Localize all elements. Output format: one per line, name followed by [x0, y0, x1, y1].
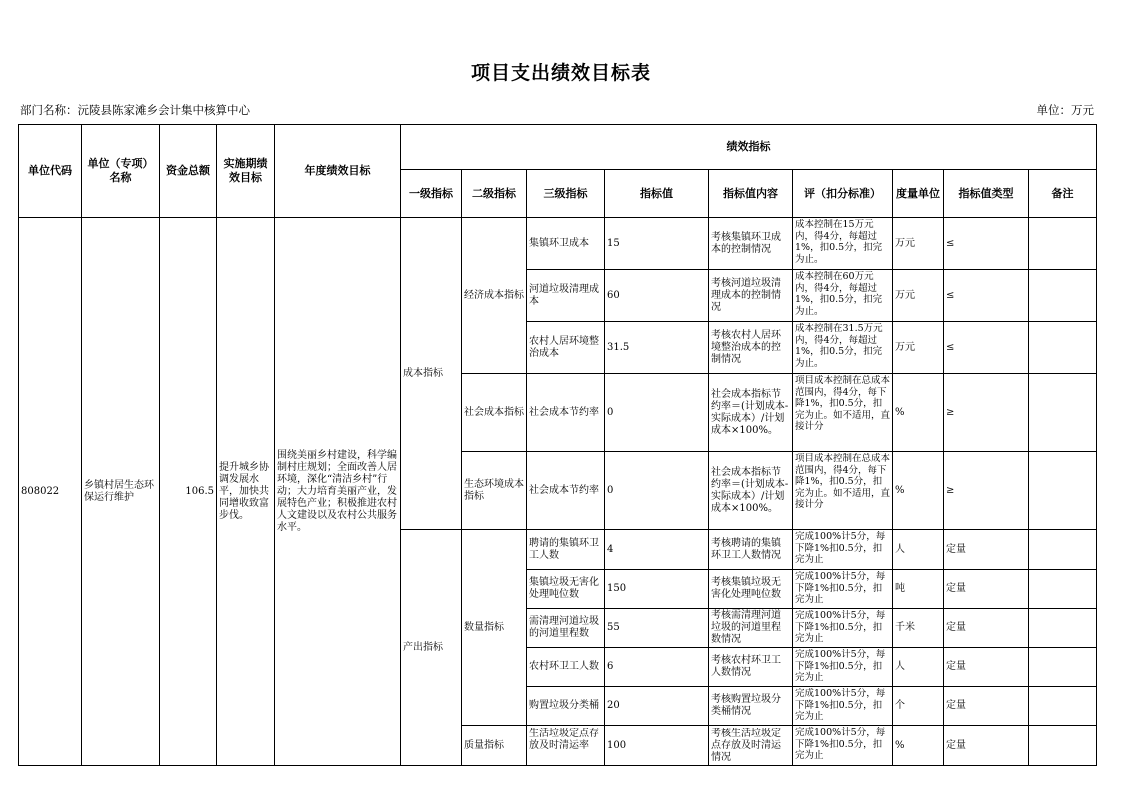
content-cell: 考核购置垃圾分类桶情况 [709, 687, 793, 726]
unit-cell: 千米 [893, 609, 944, 648]
group-eco: 生态环境成本指标 [462, 452, 527, 530]
type-cell: 定量 [944, 530, 1029, 570]
project-annual-goal: 围绕美丽乡村建设，科学编制村庄规划；全面改善人居环境，深化“清洁乡村”行动；大力培育美丽产业，发展特色产业；积极推进农村人文建设以及农村公共服务水平。 [275, 218, 401, 766]
level3-cell: 需清理河道垃圾的河道里程数 [527, 609, 605, 648]
type-cell: ≤ [944, 218, 1029, 270]
value-cell: 100 [605, 726, 709, 766]
content-cell: 考核集镇垃圾无害化处理吨位数 [709, 570, 793, 609]
project-period-goal: 提升城乡协调发展水平，加快共同增收致富步伐。 [217, 218, 275, 766]
group-quantity: 数量指标 [462, 530, 527, 726]
level3-cell: 集镇垃圾无害化处理吨位数 [527, 570, 605, 609]
content-cell: 考核集镇环卫成本的控制情况 [709, 218, 793, 270]
header-total-funds: 资金总额 [160, 125, 217, 218]
standard-cell: 完成100%计5分，每下降1%扣0.5分，扣完为止 [793, 726, 893, 766]
standard-cell: 项目成本控制在总成本范围内，得4分，每下降1%，扣0.5分，扣完为止。如不适用，直接计分 [793, 374, 893, 452]
unit-cell: 人 [893, 648, 944, 687]
remark-cell [1029, 570, 1097, 609]
group-cost: 成本指标 [401, 218, 462, 530]
header-unit-code: 单位代码 [19, 125, 82, 218]
level3-cell: 社会成本节约率 [527, 374, 605, 452]
remark-cell [1029, 530, 1097, 570]
value-cell: 0 [605, 452, 709, 530]
value-cell: 15 [605, 218, 709, 270]
standard-cell: 完成100%计5分，每下降1%扣0.5分，扣完为止 [793, 530, 893, 570]
standard-cell: 成本控制在15万元内，得4分，每超过1%，扣0.5分，扣完为止。 [793, 218, 893, 270]
unit-cell: % [893, 726, 944, 766]
header-remark: 备注 [1029, 170, 1097, 218]
project-total: 106.5 [160, 218, 217, 766]
header-value-type: 指标值类型 [944, 170, 1029, 218]
type-cell: ≤ [944, 322, 1029, 374]
remark-cell [1029, 726, 1097, 766]
level3-cell: 购置垃圾分类桶 [527, 687, 605, 726]
remark-cell [1029, 609, 1097, 648]
standard-cell: 成本控制在60万元内，得4分，每超过1%，扣0.5分，扣完为止。 [793, 270, 893, 322]
value-cell: 4 [605, 530, 709, 570]
standard-cell: 完成100%计5分，每下降1%扣0.5分，扣完为止 [793, 570, 893, 609]
standard-cell: 项目成本控制在总成本范围内，得4分，每下降1%，扣0.5分，扣完为止。如不适用，直接计分 [793, 452, 893, 530]
header-value: 指标值 [605, 170, 709, 218]
unit-cell: % [893, 452, 944, 530]
header-annual-goal: 年度绩效目标 [275, 125, 401, 218]
content-cell: 考核生活垃圾定点存放及时清运情况 [709, 726, 793, 766]
remark-cell [1029, 322, 1097, 374]
value-cell: 55 [605, 609, 709, 648]
remark-cell [1029, 687, 1097, 726]
level3-cell: 聘请的集镇环卫工人数 [527, 530, 605, 570]
type-cell: 定量 [944, 570, 1029, 609]
value-cell: 6 [605, 648, 709, 687]
remark-cell [1029, 648, 1097, 687]
content-cell: 考核农村人居环境整治成本的控制情况 [709, 322, 793, 374]
value-cell: 0 [605, 374, 709, 452]
level3-cell: 生活垃圾定点存放及时清运率 [527, 726, 605, 766]
group-econ: 经济成本指标 [462, 218, 527, 374]
level3-cell: 农村环卫工人数 [527, 648, 605, 687]
level3-cell: 社会成本节约率 [527, 452, 605, 530]
type-cell: ≥ [944, 374, 1029, 452]
level3-cell: 集镇环卫成本 [527, 218, 605, 270]
content-cell: 社会成本指标节约率＝(计划成本-实际成本）/计划成本×100%。 [709, 374, 793, 452]
value-cell: 31.5 [605, 322, 709, 374]
content-cell: 考核需清理河道垃圾的河道里程数情况 [709, 609, 793, 648]
group-quality: 质量指标 [462, 726, 527, 766]
unit-cell: 万元 [893, 270, 944, 322]
unit-cell: 万元 [893, 218, 944, 270]
header-measure-unit: 度量单位 [893, 170, 944, 218]
standard-cell: 完成100%计5分，每下降1%扣0.5分，扣完为止 [793, 687, 893, 726]
department-label: 部门名称：沅陵县陈家滩乡会计集中核算中心 [20, 103, 250, 117]
content-cell: 考核聘请的集镇环卫工人数情况 [709, 530, 793, 570]
level3-cell: 农村人居环境整治成本 [527, 322, 605, 374]
group-output: 产出指标 [401, 530, 462, 766]
type-cell: 定量 [944, 609, 1029, 648]
type-cell: 定量 [944, 687, 1029, 726]
project-code: 808022 [19, 218, 82, 766]
remark-cell [1029, 218, 1097, 270]
type-cell: 定量 [944, 648, 1029, 687]
value-cell: 60 [605, 270, 709, 322]
performance-table [18, 124, 1097, 766]
unit-label: 单位：万元 [1036, 103, 1094, 117]
content-cell: 社会成本指标节约率＝(计划成本-实际成本）/计划成本×100%。 [709, 452, 793, 530]
type-cell: ≥ [944, 452, 1029, 530]
group-social: 社会成本指标 [462, 374, 527, 452]
header-level1: 一级指标 [401, 170, 462, 218]
project-name: 乡镇村居生态环保运行维护 [82, 218, 160, 766]
header-value-content: 指标值内容 [709, 170, 793, 218]
unit-cell: 人 [893, 530, 944, 570]
remark-cell [1029, 452, 1097, 530]
unit-cell: 万元 [893, 322, 944, 374]
remark-cell [1029, 374, 1097, 452]
content-cell: 考核河道垃圾清理成本的控制情况 [709, 270, 793, 322]
type-cell: 定量 [944, 726, 1029, 766]
page-title: 项目支出绩效目标表 [470, 62, 651, 84]
standard-cell: 成本控制在31.5万元内，得4分，每超过1%，扣0.5分，扣完为止。 [793, 322, 893, 374]
remark-cell [1029, 270, 1097, 322]
standard-cell: 完成100%计5分，每下降1%扣0.5分，扣完为止 [793, 609, 893, 648]
unit-cell: 个 [893, 687, 944, 726]
type-cell: ≤ [944, 270, 1029, 322]
header-unit-name: 单位（专项）名称 [82, 125, 160, 218]
standard-cell: 完成100%计5分，每下降1%扣0.5分，扣完为止 [793, 648, 893, 687]
level3-cell: 河道垃圾清理成本 [527, 270, 605, 322]
header-level3: 三级指标 [527, 170, 605, 218]
header-period-goal: 实施期绩效目标 [217, 125, 275, 218]
header-performance-indicators: 绩效指标 [401, 125, 1097, 170]
header-level2: 二级指标 [462, 170, 527, 218]
content-cell: 考核农村环卫工人数情况 [709, 648, 793, 687]
value-cell: 20 [605, 687, 709, 726]
unit-cell: % [893, 374, 944, 452]
value-cell: 150 [605, 570, 709, 609]
header-scoring: 评（扣分标准） [793, 170, 893, 218]
unit-cell: 吨 [893, 570, 944, 609]
